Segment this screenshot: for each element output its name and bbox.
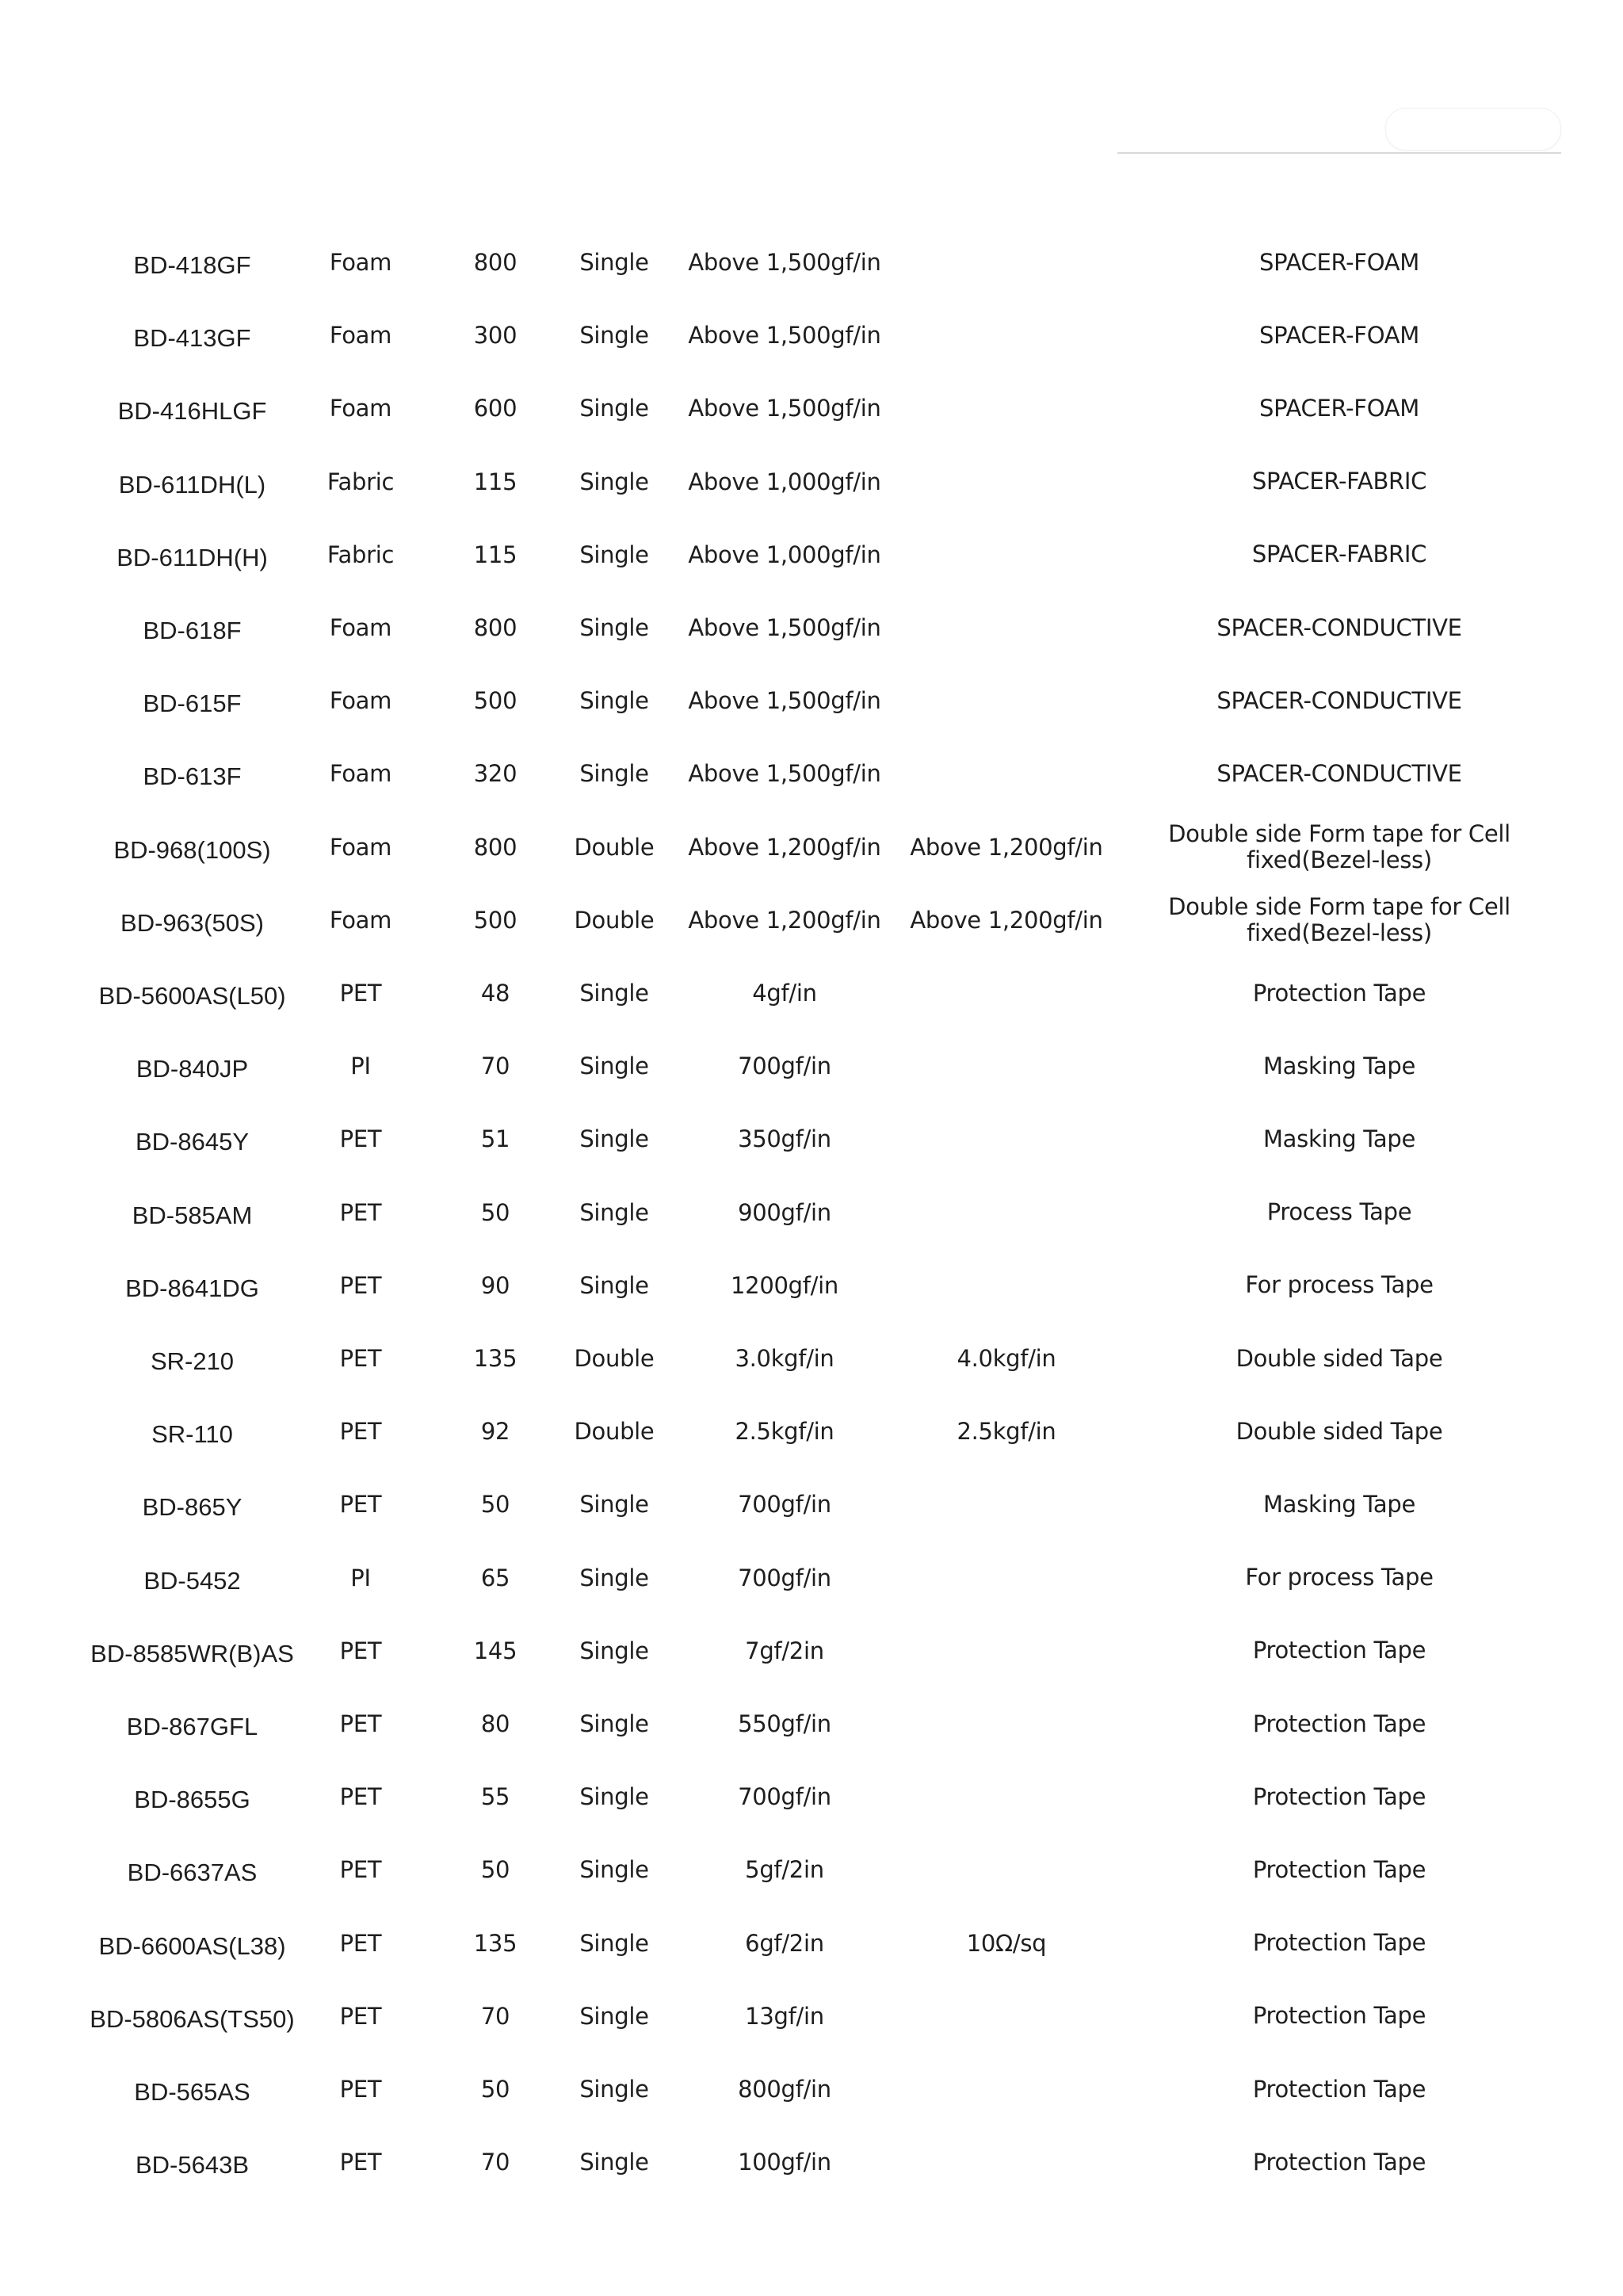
application-cell: Protection Tape <box>1252 1637 1426 1664</box>
adhesion-secondary-cell <box>896 957 1117 1030</box>
material-cell: Fabric <box>327 468 395 495</box>
thickness-cell: 65 <box>480 1564 510 1591</box>
application-cell: Double sided Tape <box>1235 1417 1443 1445</box>
adhesion-secondary-cell <box>896 445 1117 518</box>
adhesion-primary-cell: Above 1,500gf/in <box>688 395 881 422</box>
adhesive-type-cell: Single <box>579 760 649 788</box>
adhesive-type-cell: Single <box>579 249 649 276</box>
application-cell: Protection Tape <box>1252 1710 1426 1737</box>
material-cell: PET <box>339 2002 382 2030</box>
adhesive-type-cell: Single <box>579 1198 649 1226</box>
adhesion-secondary-cell: 10Ω/sq <box>966 1929 1047 1957</box>
adhesive-type-cell: Single <box>579 1564 649 1591</box>
product-code-cell: BD-5452 <box>143 1566 241 1595</box>
product-code-cell: BD-5643B <box>135 2151 250 2179</box>
table-row <box>0 1249 1623 1322</box>
product-code-cell: SR-210 <box>150 1347 235 1375</box>
application-cell: SPACER-CONDUCTIVE <box>1216 759 1462 787</box>
adhesion-secondary-cell <box>896 1541 1117 1614</box>
thickness-cell: 500 <box>473 906 517 934</box>
product-code-cell: BD-416HLGF <box>117 397 267 426</box>
adhesion-secondary-cell <box>896 1176 1117 1249</box>
table-row <box>0 2053 1623 2126</box>
adhesive-type-cell: Single <box>579 614 649 641</box>
adhesive-type-cell: Single <box>579 2149 649 2176</box>
material-cell: PET <box>339 1418 382 1446</box>
product-code-cell: SR-110 <box>151 1420 233 1449</box>
product-code-cell: BD-8641DG <box>125 1274 259 1302</box>
adhesion-primary-cell: 4gf/in <box>752 980 817 1007</box>
product-code-cell: BD-968(100S) <box>113 835 271 864</box>
adhesion-primary-cell: Above 1,200gf/in <box>688 906 881 934</box>
adhesion-primary-cell: 100gf/in <box>738 2149 831 2176</box>
product-code-cell: BD-418GF <box>133 251 251 279</box>
adhesion-primary-cell: 6gf/2in <box>745 1929 824 1957</box>
adhesion-secondary-cell <box>896 1687 1117 1760</box>
adhesion-secondary-cell: 2.5kgf/in <box>957 1418 1056 1446</box>
adhesion-secondary-cell: Above 1,200gf/in <box>910 906 1103 934</box>
table-row <box>0 1030 1623 1102</box>
adhesion-primary-cell: 700gf/in <box>738 1052 831 1080</box>
material-cell: PET <box>339 1491 382 1519</box>
adhesion-secondary-cell <box>896 1833 1117 1906</box>
adhesion-primary-cell: 5gf/2in <box>745 1856 824 1884</box>
adhesive-type-cell: Single <box>579 2076 649 2103</box>
adhesion-secondary-cell <box>896 1249 1117 1322</box>
thickness-cell: 320 <box>473 760 517 788</box>
material-cell: PET <box>339 1637 382 1664</box>
adhesive-type-cell: Single <box>579 1271 649 1299</box>
adhesive-type-cell: Double <box>574 1345 655 1372</box>
adhesive-type-cell: Single <box>579 541 649 568</box>
application-cell: Protection Tape <box>1252 1782 1426 1810</box>
material-cell: Foam <box>329 906 392 934</box>
adhesion-secondary-cell <box>896 518 1117 591</box>
product-code-cell: BD-613F <box>143 762 242 791</box>
material-cell: Foam <box>329 687 392 715</box>
thickness-cell: 300 <box>473 322 517 350</box>
header-divider <box>1117 152 1561 154</box>
application-cell: Protection Tape <box>1252 2075 1426 2103</box>
adhesive-type-cell: Double <box>574 833 655 861</box>
application-cell: Protection Tape <box>1252 2002 1426 2030</box>
product-code-cell: BD-865Y <box>142 1493 242 1522</box>
material-cell: PET <box>339 1856 382 1884</box>
adhesion-secondary-cell: Above 1,200gf/in <box>910 833 1103 861</box>
adhesion-secondary-cell <box>896 664 1117 737</box>
table-row <box>0 1980 1623 2053</box>
application-cell: For process Tape <box>1245 1271 1434 1299</box>
material-cell: PET <box>339 1710 382 1737</box>
table-row <box>0 445 1623 518</box>
adhesion-primary-cell: Above 1,000gf/in <box>688 468 881 495</box>
adhesion-primary-cell: 350gf/in <box>738 1125 831 1153</box>
product-code-cell: BD-840JP <box>136 1055 249 1083</box>
thickness-cell: 50 <box>480 1856 510 1884</box>
adhesion-secondary-cell <box>896 591 1117 664</box>
table-row <box>0 1760 1623 1833</box>
material-cell: PI <box>350 1052 371 1080</box>
application-cell: SPACER-FOAM <box>1259 321 1419 349</box>
adhesion-secondary-cell <box>896 1468 1117 1541</box>
adhesion-primary-cell: Above 1,200gf/in <box>688 833 881 861</box>
application-cell: Protection Tape <box>1252 1929 1426 1957</box>
adhesive-type-cell: Single <box>579 1052 649 1080</box>
material-cell: PET <box>339 1125 382 1153</box>
material-cell: Foam <box>329 760 392 788</box>
product-code-cell: BD-611DH(L) <box>118 470 266 499</box>
product-code-cell: BD-618F <box>143 617 242 644</box>
product-code-cell: BD-8655G <box>134 1786 250 1814</box>
material-cell: Foam <box>329 395 392 422</box>
product-code-cell: BD-615F <box>143 690 242 718</box>
thickness-cell: 90 <box>480 1271 510 1299</box>
application-cell: Double side Form tape for Cell fixed(Bezel-less) <box>1168 892 1510 946</box>
adhesive-type-cell: Single <box>579 1710 649 1737</box>
product-code-cell: BD-8585WR(B)AS <box>90 1639 294 1668</box>
product-code-cell: BD-5806AS(TS50) <box>90 2004 295 2033</box>
product-code-cell: BD-6637AS <box>127 1859 258 1887</box>
table-row <box>0 1176 1623 1249</box>
table-row <box>0 1322 1623 1395</box>
table-row <box>0 1468 1623 1541</box>
adhesion-primary-cell: Above 1,500gf/in <box>688 614 881 641</box>
product-code-cell: BD-565AS <box>134 2078 250 2106</box>
table-row <box>0 299 1623 372</box>
adhesion-primary-cell: 700gf/in <box>738 1783 831 1811</box>
material-cell: Fabric <box>327 541 395 568</box>
adhesion-primary-cell: 7gf/2in <box>745 1637 824 1664</box>
adhesion-primary-cell: 700gf/in <box>738 1491 831 1519</box>
adhesive-type-cell: Double <box>574 1418 655 1446</box>
thickness-cell: 80 <box>480 1710 510 1737</box>
thickness-cell: 70 <box>480 2002 510 2030</box>
adhesive-type-cell: Single <box>579 1491 649 1519</box>
thickness-cell: 50 <box>480 2076 510 2103</box>
table-row <box>0 1395 1623 1468</box>
adhesion-secondary-cell <box>896 1980 1117 2053</box>
material-cell: PET <box>339 1271 382 1299</box>
application-cell: For process Tape <box>1245 1564 1434 1591</box>
adhesive-type-cell: Single <box>579 322 649 350</box>
material-cell: Foam <box>329 322 392 350</box>
material-cell: PI <box>350 1564 371 1591</box>
table-row <box>0 1907 1623 1980</box>
table-row <box>0 957 1623 1030</box>
product-code-cell: BD-963(50S) <box>120 908 264 937</box>
adhesion-secondary-cell <box>896 226 1117 299</box>
adhesive-type-cell: Single <box>579 687 649 715</box>
adhesion-primary-cell: 13gf/in <box>745 2002 824 2030</box>
application-cell: SPACER-FABRIC <box>1251 468 1427 495</box>
material-cell: Foam <box>329 614 392 641</box>
table-row <box>0 1833 1623 1906</box>
table-row <box>0 518 1623 591</box>
thickness-cell: 115 <box>473 468 517 495</box>
adhesion-secondary-cell <box>896 372 1117 445</box>
application-cell: Masking Tape <box>1262 1052 1416 1079</box>
application-cell: SPACER-FABRIC <box>1251 541 1427 568</box>
application-cell: SPACER-CONDUCTIVE <box>1216 686 1462 714</box>
application-cell: Masking Tape <box>1262 1125 1416 1152</box>
product-code-cell: BD-413GF <box>133 324 251 353</box>
thickness-cell: 135 <box>473 1345 517 1372</box>
material-cell: PET <box>339 1929 382 1957</box>
thickness-cell: 800 <box>473 833 517 861</box>
adhesive-type-cell: Double <box>574 906 655 934</box>
adhesion-secondary-cell <box>896 2126 1117 2199</box>
thickness-cell: 70 <box>480 2149 510 2176</box>
adhesion-secondary-cell <box>896 1614 1117 1687</box>
adhesion-primary-cell: 1200gf/in <box>731 1271 838 1299</box>
adhesion-secondary-cell <box>896 737 1117 810</box>
material-cell: PET <box>339 1345 382 1372</box>
adhesive-type-cell: Single <box>579 2002 649 2030</box>
thickness-cell: 55 <box>480 1783 510 1811</box>
adhesion-secondary-cell <box>896 1102 1117 1175</box>
adhesion-primary-cell: Above 1,500gf/in <box>688 249 881 276</box>
material-cell: PET <box>339 2076 382 2103</box>
adhesion-primary-cell: 900gf/in <box>738 1198 831 1226</box>
thickness-cell: 51 <box>480 1125 510 1153</box>
application-cell: Double sided Tape <box>1235 1344 1443 1372</box>
thickness-cell: 115 <box>473 541 517 568</box>
thickness-cell: 135 <box>473 1929 517 1957</box>
material-cell: Foam <box>329 249 392 276</box>
adhesion-secondary-cell: 4.0kgf/in <box>957 1345 1056 1372</box>
product-code-cell: BD-585AM <box>132 1201 253 1229</box>
adhesion-primary-cell: Above 1,000gf/in <box>688 541 881 568</box>
table-row <box>0 811 1623 884</box>
adhesion-secondary-cell <box>896 299 1117 372</box>
adhesion-primary-cell: 800gf/in <box>738 2076 831 2103</box>
adhesive-type-cell: Single <box>579 1856 649 1884</box>
table-row <box>0 664 1623 737</box>
thickness-cell: 145 <box>473 1637 517 1664</box>
adhesion-primary-cell: Above 1,500gf/in <box>688 687 881 715</box>
adhesive-type-cell: Single <box>579 1783 649 1811</box>
table-row <box>0 2126 1623 2199</box>
adhesive-type-cell: Single <box>579 395 649 422</box>
adhesion-secondary-cell <box>896 1760 1117 1833</box>
product-code-cell: BD-8645Y <box>135 1128 250 1156</box>
table-row <box>0 591 1623 664</box>
application-cell: Double side Form tape for Cell fixed(Bezel-less) <box>1168 819 1510 873</box>
application-cell: SPACER-CONDUCTIVE <box>1216 613 1462 641</box>
adhesion-primary-cell: 3.0kgf/in <box>735 1345 834 1372</box>
adhesion-primary-cell: Above 1,500gf/in <box>688 322 881 350</box>
application-cell: SPACER-FOAM <box>1259 248 1419 276</box>
header-search-pill[interactable] <box>1385 108 1561 151</box>
table-row <box>0 884 1623 957</box>
thickness-cell: 50 <box>480 1198 510 1226</box>
material-cell: PET <box>339 1783 382 1811</box>
material-cell: PET <box>339 1198 382 1226</box>
thickness-cell: 50 <box>480 1491 510 1519</box>
adhesive-type-cell: Single <box>579 468 649 495</box>
material-cell: Foam <box>329 833 392 861</box>
product-code-cell: BD-867GFL <box>126 1713 258 1740</box>
thickness-cell: 600 <box>473 395 517 422</box>
adhesion-primary-cell: 2.5kgf/in <box>735 1418 834 1446</box>
application-cell: SPACER-FOAM <box>1259 394 1419 422</box>
adhesion-primary-cell: 550gf/in <box>738 1710 831 1737</box>
application-cell: Protection Tape <box>1252 2148 1426 2176</box>
thickness-cell: 800 <box>473 249 517 276</box>
product-code-cell: BD-6600AS(L38) <box>98 1931 286 1960</box>
table-row <box>0 1541 1623 1614</box>
adhesion-secondary-cell <box>896 2053 1117 2126</box>
product-code-cell: BD-5600AS(L50) <box>98 982 286 1010</box>
adhesion-primary-cell: Above 1,500gf/in <box>688 760 881 788</box>
application-cell: Protection Tape <box>1252 979 1426 1007</box>
table-row <box>0 1102 1623 1175</box>
product-code-cell: BD-611DH(H) <box>116 543 268 571</box>
material-cell: PET <box>339 2149 382 2176</box>
adhesion-secondary-cell <box>896 1030 1117 1102</box>
application-cell: Protection Tape <box>1252 1855 1426 1883</box>
adhesive-type-cell: Single <box>579 980 649 1007</box>
adhesive-type-cell: Single <box>579 1637 649 1664</box>
adhesive-type-cell: Single <box>579 1929 649 1957</box>
thickness-cell: 48 <box>480 980 510 1007</box>
table-row <box>0 1614 1623 1687</box>
table-row <box>0 737 1623 810</box>
thickness-cell: 500 <box>473 687 517 715</box>
thickness-cell: 92 <box>480 1418 510 1446</box>
application-cell: Process Tape <box>1266 1198 1412 1226</box>
table-row <box>0 1687 1623 1760</box>
adhesion-primary-cell: 700gf/in <box>738 1564 831 1591</box>
application-cell: Masking Tape <box>1262 1490 1416 1518</box>
material-cell: PET <box>339 980 382 1007</box>
thickness-cell: 70 <box>480 1052 510 1080</box>
thickness-cell: 800 <box>473 614 517 641</box>
table-row <box>0 226 1623 299</box>
adhesive-type-cell: Single <box>579 1125 649 1153</box>
table-row <box>0 372 1623 445</box>
